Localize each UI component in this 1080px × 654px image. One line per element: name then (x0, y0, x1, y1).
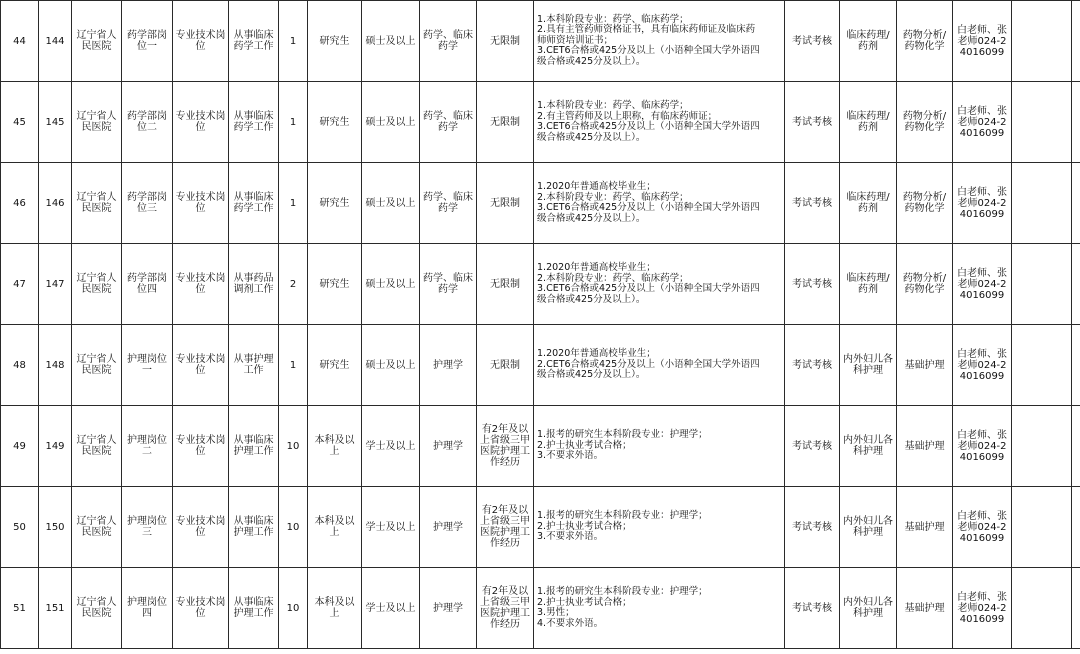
seq-cell[interactable]: 45 (1, 82, 39, 163)
subject1-cell[interactable]: 临床药理/药剂 (840, 1, 897, 82)
empty-cell[interactable] (1072, 325, 1080, 406)
table-row (1, 406, 1080, 487)
major-cell[interactable]: 护理学 (420, 487, 477, 568)
code-cell[interactable]: 147 (39, 244, 72, 325)
table-row (1, 1, 1080, 82)
duty-cell[interactable]: 从事临床护理工作 (229, 406, 279, 487)
count-cell[interactable]: 1 (279, 1, 308, 82)
seq-cell[interactable]: 50 (1, 487, 39, 568)
exam-cell[interactable]: 考试考核 (785, 568, 840, 649)
empty-cell[interactable] (1012, 244, 1072, 325)
requirement-line: 2.护士执业考试合格； (537, 596, 632, 608)
count-cell[interactable]: 1 (279, 82, 308, 163)
empty-cell[interactable] (1072, 244, 1080, 325)
empty-cell[interactable] (1072, 568, 1080, 649)
degree-cell[interactable]: 硕士及以上 (362, 244, 420, 325)
table-row (1, 487, 1080, 568)
contact-cell[interactable]: 白老师、张老师024-24016099 (953, 244, 1012, 325)
major-cell[interactable]: 药学、临床药学 (420, 244, 477, 325)
code-cell[interactable]: 151 (39, 568, 72, 649)
count-cell[interactable]: 10 (279, 487, 308, 568)
requirement-line: 2.本科阶段专业：药学、临床药学； (537, 191, 689, 203)
requirement-line: 3.男性； (537, 607, 575, 618)
requirement-line: 级合格或425分及以上）。 (537, 55, 646, 67)
category-cell[interactable]: 专业技术岗位 (173, 1, 229, 82)
empty-cell[interactable] (1072, 406, 1080, 487)
requirements-cell[interactable] (534, 325, 785, 406)
seq-cell[interactable]: 49 (1, 406, 39, 487)
experience-cell[interactable]: 无限制 (477, 244, 534, 325)
requirement-line: 1.2020年普通高校毕业生； (537, 181, 656, 192)
code-cell[interactable]: 144 (39, 1, 72, 82)
degree-cell[interactable]: 学士及以上 (362, 568, 420, 649)
unit-cell[interactable]: 辽宁省人民医院 (72, 1, 122, 82)
experience-cell[interactable]: 无限制 (477, 325, 534, 406)
subject2-cell[interactable]: 基础护理 (897, 487, 953, 568)
experience-cell[interactable]: 无限制 (477, 1, 534, 82)
post-cell[interactable]: 护理岗位一 (122, 325, 173, 406)
experience-cell[interactable]: 有2年及以上省级三甲医院护理工作经历 (477, 487, 534, 568)
contact-cell[interactable]: 白老师、张老师024-24016099 (953, 1, 1012, 82)
table-row (1, 244, 1080, 325)
major-cell[interactable]: 护理学 (420, 568, 477, 649)
code-cell[interactable]: 148 (39, 325, 72, 406)
subject2-cell[interactable]: 药物分析/药物化学 (897, 82, 953, 163)
empty-cell[interactable] (1012, 82, 1072, 163)
category-cell[interactable]: 专业技术岗位 (173, 406, 229, 487)
subject1-cell[interactable]: 内外妇儿各科护理 (840, 325, 897, 406)
experience-cell[interactable]: 有2年及以上省级三甲医院护理工作经历 (477, 568, 534, 649)
exam-cell[interactable]: 考试考核 (785, 487, 840, 568)
subject1-cell[interactable]: 内外妇儿各科护理 (840, 406, 897, 487)
exam-cell[interactable]: 考试考核 (785, 163, 840, 244)
experience-cell[interactable]: 无限制 (477, 82, 534, 163)
seq-cell[interactable]: 48 (1, 325, 39, 406)
contact-cell[interactable]: 白老师、张老师024-24016099 (953, 487, 1012, 568)
requirement-line: 1.本科阶段专业：药学、临床药学； (537, 13, 689, 25)
education-cell[interactable]: 研究生 (308, 244, 362, 325)
exam-cell[interactable]: 考试考核 (785, 325, 840, 406)
post-cell[interactable]: 药学部岗位二 (122, 82, 173, 163)
subject1-cell[interactable]: 内外妇儿各科护理 (840, 487, 897, 568)
exam-cell[interactable]: 考试考核 (785, 406, 840, 487)
requirement-line: 1.报考的研究生本科阶段专业：护理学； (537, 510, 708, 522)
major-cell[interactable]: 护理学 (420, 406, 477, 487)
subject2-cell[interactable]: 基础护理 (897, 568, 953, 649)
requirement-line: 级合格或425分及以上）。 (537, 131, 646, 143)
education-cell[interactable]: 本科及以上 (308, 406, 362, 487)
table-body (1, 1, 1080, 649)
degree-cell[interactable]: 硕士及以上 (362, 163, 420, 244)
requirements-cell[interactable] (534, 487, 785, 568)
table-row (1, 163, 1080, 244)
requirements-cell[interactable] (534, 568, 785, 649)
seq-cell[interactable]: 51 (1, 568, 39, 649)
seq-cell[interactable]: 47 (1, 244, 39, 325)
empty-cell[interactable] (1072, 163, 1080, 244)
education-cell[interactable]: 研究生 (308, 1, 362, 82)
requirement-line: 3.CET6合格或425分及以上（小语种全国大学外语四 (537, 202, 760, 213)
duty-cell[interactable]: 从事临床药学工作 (229, 1, 279, 82)
seq-cell[interactable]: 44 (1, 1, 39, 82)
education-cell[interactable]: 研究生 (308, 82, 362, 163)
requirements-cell[interactable] (534, 163, 785, 244)
requirement-line: 2.CET6合格或425分及以上（小语种全国大学外语四 (537, 358, 760, 370)
contact-cell[interactable]: 白老师、张老师024-24016099 (953, 568, 1012, 649)
requirement-line: 级合格或425分及以上）。 (537, 293, 646, 305)
category-cell[interactable]: 专业技术岗位 (173, 325, 229, 406)
requirement-line: 1.2020年普通高校毕业生； (537, 348, 656, 360)
unit-cell[interactable]: 辽宁省人民医院 (72, 487, 122, 568)
unit-cell[interactable]: 辽宁省人民医院 (72, 163, 122, 244)
category-cell[interactable]: 专业技术岗位 (173, 244, 229, 325)
requirement-line: 3.不要求外语。 (537, 450, 604, 462)
requirement-line: 师师资培训证书； (537, 34, 614, 46)
empty-cell[interactable] (1012, 406, 1072, 487)
requirement-line: 3.CET6合格或425分及以上（小语种全国大学外语四 (537, 121, 760, 132)
subject1-cell[interactable]: 内外妇儿各科护理 (840, 568, 897, 649)
post-cell[interactable]: 护理岗位二 (122, 406, 173, 487)
empty-cell[interactable] (1012, 163, 1072, 244)
subject2-cell[interactable]: 基础护理 (897, 325, 953, 406)
code-cell[interactable]: 149 (39, 406, 72, 487)
duty-cell[interactable]: 从事临床护理工作 (229, 487, 279, 568)
empty-cell[interactable] (1012, 487, 1072, 568)
degree-cell[interactable]: 硕士及以上 (362, 1, 420, 82)
unit-cell[interactable]: 辽宁省人民医院 (72, 568, 122, 649)
table-row (1, 82, 1080, 163)
subject1-cell[interactable]: 临床药理/药剂 (840, 163, 897, 244)
category-cell[interactable]: 专业技术岗位 (173, 568, 229, 649)
unit-cell[interactable]: 辽宁省人民医院 (72, 325, 122, 406)
education-cell[interactable]: 研究生 (308, 163, 362, 244)
subject1-cell[interactable]: 临床药理/药剂 (840, 244, 897, 325)
code-cell[interactable]: 146 (39, 163, 72, 244)
major-cell[interactable]: 药学、临床药学 (420, 163, 477, 244)
empty-cell[interactable] (1012, 1, 1072, 82)
major-cell[interactable]: 护理学 (420, 325, 477, 406)
degree-cell[interactable]: 学士及以上 (362, 487, 420, 568)
subject2-cell[interactable]: 药物分析/药物化学 (897, 1, 953, 82)
subject2-cell[interactable]: 基础护理 (897, 406, 953, 487)
category-cell[interactable]: 专业技术岗位 (173, 82, 229, 163)
contact-cell[interactable]: 白老师、张老师024-24016099 (953, 163, 1012, 244)
education-cell[interactable]: 本科及以上 (308, 568, 362, 649)
contact-cell[interactable]: 白老师、张老师024-24016099 (953, 82, 1012, 163)
seq-cell[interactable]: 46 (1, 163, 39, 244)
contact-cell[interactable]: 白老师、张老师024-24016099 (953, 406, 1012, 487)
category-cell[interactable]: 专业技术岗位 (173, 163, 229, 244)
post-cell[interactable]: 药学部岗位一 (122, 1, 173, 82)
empty-cell[interactable] (1012, 325, 1072, 406)
requirement-line: 1.报考的研究生本科阶段专业：护理学； (537, 586, 708, 597)
category-cell[interactable]: 专业技术岗位 (173, 487, 229, 568)
requirement-line: 1.本科阶段专业：药学、临床药学； (537, 100, 689, 111)
requirement-line: 2.本科阶段专业：药学、临床药学； (537, 272, 689, 284)
degree-cell[interactable]: 学士及以上 (362, 406, 420, 487)
requirement-line: 3.不要求外语。 (537, 531, 604, 543)
subject2-cell[interactable]: 药物分析/药物化学 (897, 163, 953, 244)
unit-cell[interactable]: 辽宁省人民医院 (72, 82, 122, 163)
requirement-line: 3.CET6合格或425分及以上（小语种全国大学外语四 (537, 45, 760, 57)
requirement-line: 2.护士执业考试合格； (537, 520, 632, 532)
requirement-line: 2.护士执业考试合格； (537, 439, 632, 451)
major-cell[interactable]: 药学、临床药学 (420, 1, 477, 82)
code-cell[interactable]: 150 (39, 487, 72, 568)
count-cell[interactable]: 2 (279, 244, 308, 325)
requirement-line: 级合格或425分及以上）。 (537, 212, 646, 224)
major-cell[interactable]: 药学、临床药学 (420, 82, 477, 163)
requirements-cell[interactable] (534, 406, 785, 487)
subject1-cell[interactable]: 临床药理/药剂 (840, 82, 897, 163)
duty-cell[interactable]: 从事临床药学工作 (229, 82, 279, 163)
requirement-line: 4.不要求外语。 (537, 617, 604, 629)
count-cell[interactable]: 1 (279, 163, 308, 244)
unit-cell[interactable]: 辽宁省人民医院 (72, 406, 122, 487)
count-cell[interactable]: 10 (279, 406, 308, 487)
duty-cell[interactable]: 从事临床药学工作 (229, 163, 279, 244)
requirements-cell[interactable] (534, 82, 785, 163)
duty-cell[interactable]: 从事临床护理工作 (229, 568, 279, 649)
requirement-line: 3.CET6合格或425分及以上（小语种全国大学外语四 (537, 283, 760, 294)
table-row (1, 325, 1080, 406)
requirement-line: 2.有主管药师及以上职称，有临床药师证； (537, 110, 718, 122)
experience-cell[interactable]: 无限制 (477, 163, 534, 244)
count-cell[interactable]: 1 (279, 325, 308, 406)
contact-cell[interactable]: 白老师、张老师024-24016099 (953, 325, 1012, 406)
requirements-cell[interactable] (534, 244, 785, 325)
post-cell[interactable]: 护理岗位三 (122, 487, 173, 568)
count-cell[interactable]: 10 (279, 568, 308, 649)
education-cell[interactable]: 研究生 (308, 325, 362, 406)
requirement-line: 级合格或425分及以上）。 (537, 369, 646, 381)
exam-cell[interactable]: 考试考核 (785, 82, 840, 163)
education-cell[interactable]: 本科及以上 (308, 487, 362, 568)
duty-cell[interactable]: 从事药品调剂工作 (229, 244, 279, 325)
requirement-line: 1.2020年普通高校毕业生； (537, 262, 656, 273)
post-cell[interactable]: 药学部岗位四 (122, 244, 173, 325)
requirements-cell[interactable] (534, 1, 785, 82)
experience-cell[interactable]: 有2年及以上省级三甲医院护理工作经历 (477, 406, 534, 487)
exam-cell[interactable]: 考试考核 (785, 1, 840, 82)
empty-cell[interactable] (1012, 568, 1072, 649)
empty-cell[interactable] (1072, 82, 1080, 163)
empty-cell[interactable] (1072, 487, 1080, 568)
table-row (1, 568, 1080, 649)
empty-cell[interactable] (1072, 1, 1080, 82)
unit-cell[interactable]: 辽宁省人民医院 (72, 244, 122, 325)
subject2-cell[interactable]: 药物分析/药物化学 (897, 244, 953, 325)
post-cell[interactable]: 药学部岗位三 (122, 163, 173, 244)
requirement-line: 1.报考的研究生本科阶段专业：护理学； (537, 429, 708, 441)
exam-cell[interactable]: 考试考核 (785, 244, 840, 325)
code-cell[interactable]: 145 (39, 82, 72, 163)
degree-cell[interactable]: 硕士及以上 (362, 82, 420, 163)
duty-cell[interactable]: 从事护理工作 (229, 325, 279, 406)
post-cell[interactable]: 护理岗位四 (122, 568, 173, 649)
degree-cell[interactable]: 硕士及以上 (362, 325, 420, 406)
requirement-line: 2.具有主管药师资格证书，具有临床药师证及临床药 (537, 24, 756, 36)
